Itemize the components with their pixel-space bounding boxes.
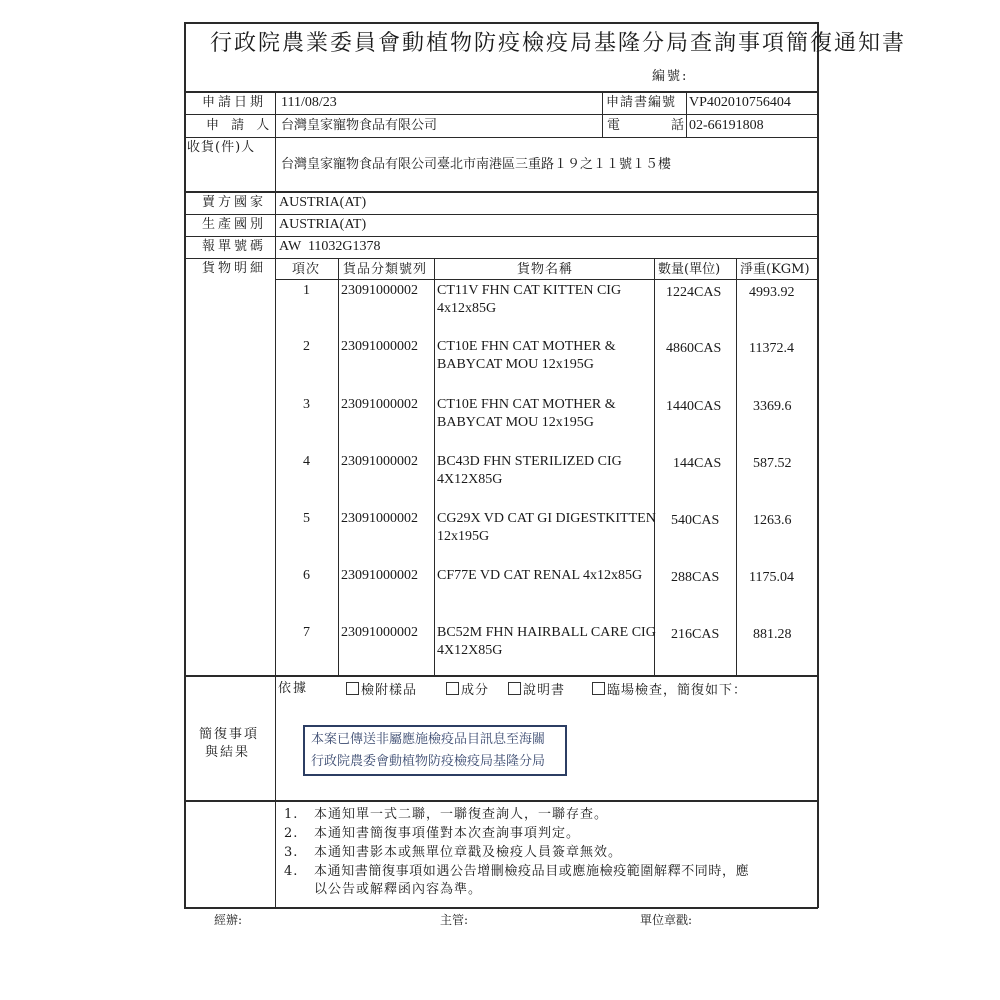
hs-code: 23091000002 bbox=[341, 568, 418, 583]
quantity: 540CAS bbox=[671, 513, 720, 528]
quantity: 1224CAS bbox=[666, 285, 722, 300]
checkbox[interactable] bbox=[592, 682, 605, 695]
stamp-line-2: 行政院農委會動植物防疫檢疫局基隆分局 bbox=[311, 754, 546, 769]
seller-country-value: AUSTRIA(AT) bbox=[279, 195, 367, 210]
net-weight: 11372.4 bbox=[749, 341, 794, 356]
quantity: 1440CAS bbox=[666, 399, 722, 414]
goods-name-line-1: BC52M FHN HAIRBALL CARE CIG bbox=[437, 625, 656, 640]
goods-name-line-1: BC43D FHN STERILIZED CIG bbox=[437, 454, 622, 469]
goods-name-line-2: 4x12x85G bbox=[437, 301, 497, 316]
declaration-no-value: AW 11032G1378 bbox=[279, 239, 381, 254]
stamp-line-1: 本案已傳送非屬應施檢疫品目訊息至海關 bbox=[311, 732, 546, 747]
goods-name-line-2: BABYCAT MOU 12x195G bbox=[437, 357, 594, 372]
net-weight: 1263.6 bbox=[753, 513, 792, 528]
note-text: 本通知單一式二聯，一聯復查詢人，一聯存查。 bbox=[314, 807, 609, 822]
net-weight: 1175.04 bbox=[749, 570, 794, 585]
goods-name-line-2: 12x195G bbox=[437, 529, 490, 544]
column-header-goods-name: 貨物名稱 bbox=[517, 262, 574, 277]
hs-code: 23091000002 bbox=[341, 511, 418, 526]
hs-code: 23091000002 bbox=[341, 625, 418, 640]
item-no: 7 bbox=[303, 625, 310, 640]
declaration-no-label: 報單號碼 bbox=[202, 239, 267, 254]
goods-name-line-1: CT11V FHN CAT KITTEN CIG bbox=[437, 283, 622, 298]
goods-section-label: 貨物明細 bbox=[202, 261, 267, 276]
note-text-continued: 以公告或解釋函內容為準。 bbox=[314, 882, 483, 897]
goods-name-line-1: CG29X VD CAT GI DIGESTKITTEN bbox=[437, 511, 656, 526]
application-no-value: VP402010756404 bbox=[689, 95, 791, 110]
column-header-quantity: 數量(單位) bbox=[658, 262, 721, 277]
official-stamp bbox=[303, 725, 567, 776]
item-no: 5 bbox=[303, 511, 310, 526]
goods-name-line-2: 4X12X85G bbox=[437, 643, 503, 658]
column-header-net-weight: 淨重(KGM) bbox=[740, 262, 810, 277]
checkbox[interactable] bbox=[346, 682, 359, 695]
item-no: 4 bbox=[303, 454, 310, 469]
application-date-value: 111/08/23 bbox=[281, 95, 337, 110]
net-weight: 587.52 bbox=[753, 456, 792, 471]
item-no: 6 bbox=[303, 568, 310, 583]
option-label: 檢附樣品 bbox=[361, 683, 418, 698]
option-onsite-inspection[interactable] bbox=[592, 682, 747, 697]
column-header-hs-code: 貨品分類號列 bbox=[343, 262, 428, 277]
note-number: 4. bbox=[284, 864, 299, 879]
option-manual[interactable] bbox=[508, 682, 565, 697]
net-weight: 4993.92 bbox=[749, 285, 795, 300]
phone-label-left: 電 bbox=[607, 118, 624, 133]
basis-label: 依據 bbox=[278, 681, 309, 696]
option-sample[interactable] bbox=[346, 682, 417, 697]
item-no: 2 bbox=[303, 339, 310, 354]
checkbox[interactable] bbox=[446, 682, 459, 695]
option-label: 說明書 bbox=[523, 683, 566, 698]
quantity: 216CAS bbox=[671, 627, 720, 642]
item-no: 1 bbox=[303, 283, 310, 298]
supervisor-signature-label: 主管: bbox=[440, 913, 469, 927]
hs-code: 23091000002 bbox=[341, 283, 418, 298]
goods-name-line-2: 4X12X85G bbox=[437, 472, 503, 487]
goods-name-line-1: CT10E FHN CAT MOTHER & bbox=[437, 397, 616, 412]
application-date-label: 申請日期 bbox=[202, 95, 267, 110]
hs-code: 23091000002 bbox=[341, 339, 418, 354]
consignee-value: 台灣皇家寵物食品有限公司臺北市南港區三重路１９之１１號１５樓 bbox=[281, 157, 672, 172]
column-header-item-no: 項次 bbox=[292, 262, 321, 277]
note-text: 本通知書簡復事項如遇公告增刪檢疫品目或應施檢疫範圍解釋不同時，應 bbox=[314, 864, 750, 879]
reply-section-label-1: 簡復事項 bbox=[199, 727, 260, 742]
note-number: 1. bbox=[284, 807, 299, 822]
option-label: 臨場檢查 bbox=[607, 683, 664, 698]
origin-country-value: AUSTRIA(AT) bbox=[279, 217, 367, 232]
applicant-label: 申 請 人 bbox=[206, 118, 274, 133]
unit-stamp-label: 單位章戳: bbox=[640, 913, 693, 927]
note-number: 3. bbox=[284, 845, 299, 860]
goods-name-line-2: BABYCAT MOU 12x195G bbox=[437, 415, 594, 430]
phone-value: 02-66191808 bbox=[689, 118, 764, 133]
quantity: 144CAS bbox=[673, 456, 722, 471]
quantity: 288CAS bbox=[671, 570, 720, 585]
applicant-value: 台灣皇家寵物食品有限公司 bbox=[281, 118, 438, 133]
seller-country-label: 賣方國家 bbox=[202, 195, 267, 210]
goods-name-line-1: CT10E FHN CAT MOTHER & bbox=[437, 339, 616, 354]
hs-code: 23091000002 bbox=[341, 397, 418, 412]
quantity: 4860CAS bbox=[666, 341, 722, 356]
option-label: 成分 bbox=[461, 683, 490, 698]
document-title: 行政院農業委員會動植物防疫檢疫局基隆分局查詢事項簡復通知書 bbox=[210, 31, 907, 56]
handler-signature-label: 經辦: bbox=[214, 913, 243, 927]
option-ingredients[interactable] bbox=[446, 682, 489, 697]
net-weight: 881.28 bbox=[753, 627, 792, 642]
note-text: 本通知書影本或無單位章戳及檢疫人員簽章無效。 bbox=[314, 845, 623, 860]
note-number: 2. bbox=[284, 826, 299, 841]
application-no-label: 申請書編號 bbox=[606, 95, 677, 110]
origin-country-label: 生產國別 bbox=[202, 217, 267, 232]
serial-number-label: 編號: bbox=[652, 69, 689, 84]
hs-code: 23091000002 bbox=[341, 454, 418, 469]
reply-section-label-2: 與結果 bbox=[205, 745, 251, 760]
net-weight: 3369.6 bbox=[753, 399, 792, 414]
goods-name-line-1: CF77E VD CAT RENAL 4x12x85G bbox=[437, 568, 643, 583]
checkbox[interactable] bbox=[508, 682, 521, 695]
note-text: 本通知書簡復事項僅對本次查詢事項判定。 bbox=[314, 826, 581, 841]
consignee-label: 收貨(件)人 bbox=[187, 140, 256, 155]
item-no: 3 bbox=[303, 397, 310, 412]
reply-suffix: ，簡復如下： bbox=[663, 683, 748, 698]
phone-label-right: 話 bbox=[671, 118, 688, 133]
